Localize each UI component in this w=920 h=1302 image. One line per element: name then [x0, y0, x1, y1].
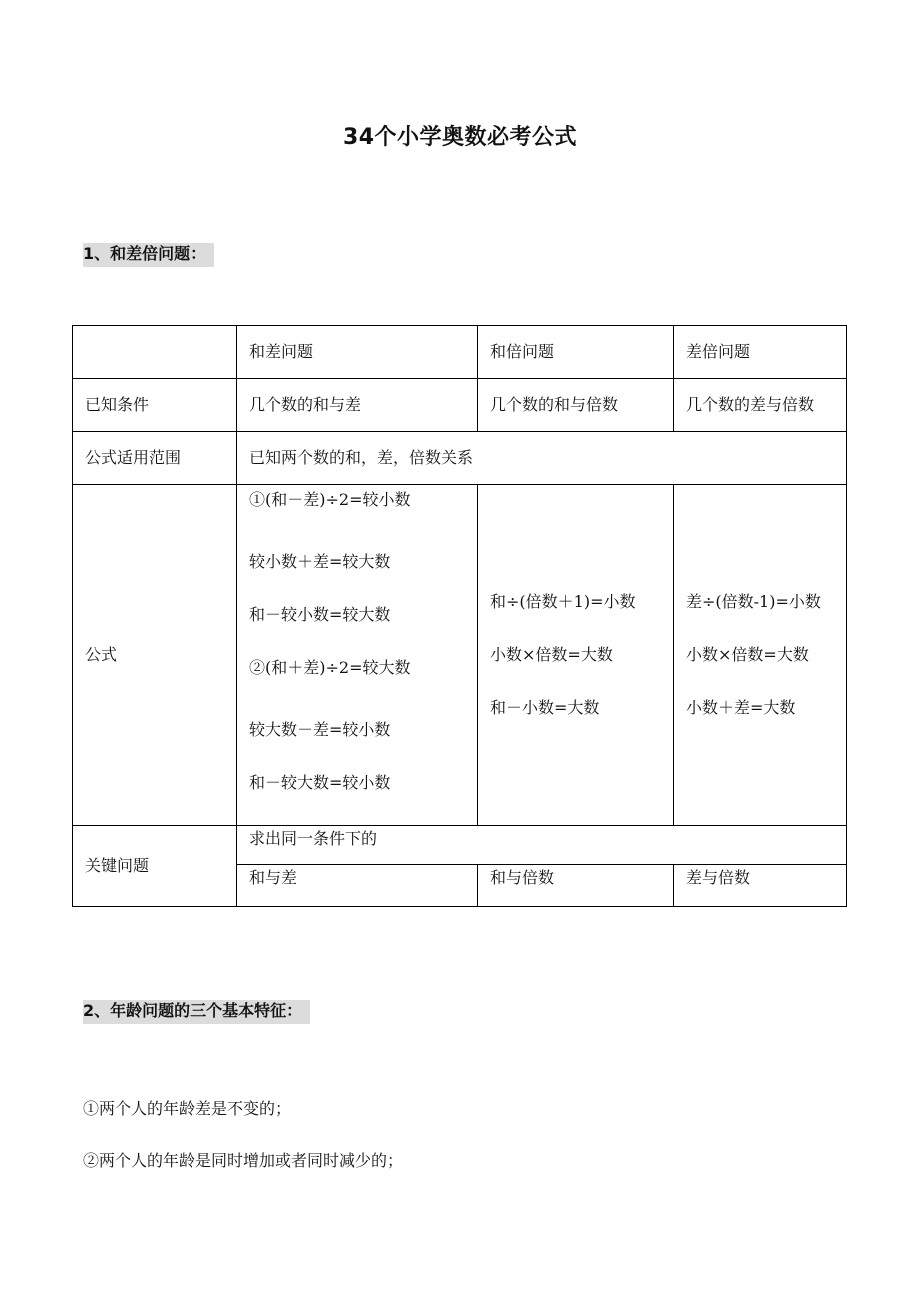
formula-line: 和－小数=大数 — [490, 697, 600, 717]
scope-label: 公式适用范围 — [73, 432, 237, 485]
scope-value: 已知两个数的和，差，倍数关系 — [237, 432, 847, 485]
header-cell-diff-multiple: 差倍问题 — [674, 326, 847, 379]
key-label: 关键问题 — [73, 826, 237, 907]
key-value-2: 和与倍数 — [478, 865, 674, 906]
table-row-known — [73, 379, 847, 432]
header-cell-sum-diff: 和差问题 — [237, 326, 478, 379]
key-top-text: 求出同一条件下的 — [237, 826, 846, 865]
formula-line: 较小数＋差=较大数 — [249, 552, 391, 571]
formula-line: ②(和＋差)÷2=较大数 — [249, 658, 411, 677]
formula-line: 和÷(倍数＋1)=小数 — [490, 591, 636, 611]
formula-line: 和－较大数=较小数 — [249, 773, 391, 792]
age-feature-item-2: ②两个人的年龄是同时增加或者同时减少的； — [83, 1151, 404, 1170]
known-value-2: 几个数的和与倍数 — [478, 379, 674, 432]
formula-label: 公式 — [73, 485, 237, 826]
header-cell-empty — [73, 326, 237, 379]
formula-line: 小数＋差=大数 — [686, 697, 796, 717]
key-cell — [237, 826, 847, 907]
formula-line: 较大数－差=较小数 — [249, 720, 391, 739]
known-value-3: 几个数的差与倍数 — [674, 379, 847, 432]
formula-line: ①(和－差)÷2=较小数 — [249, 490, 411, 509]
formula-line: 差÷(倍数-1)=小数 — [686, 591, 821, 611]
table-row-scope — [73, 432, 847, 485]
formula-line: 小数×倍数=大数 — [686, 644, 809, 664]
section-heading-1: 1、和差倍问题： — [83, 243, 214, 267]
key-value-3: 差与倍数 — [686, 868, 751, 887]
section-heading-2: 2、年龄问题的三个基本特征： — [83, 1000, 310, 1024]
age-feature-item-1: ①两个人的年龄差是不变的； — [83, 1099, 292, 1118]
formula-table — [72, 325, 847, 907]
known-value-1: 几个数的和与差 — [237, 379, 478, 432]
known-label: 已知条件 — [73, 379, 237, 432]
table-row-formula — [73, 485, 847, 826]
document-title: 34个小学奥数必考公式 — [342, 125, 578, 150]
header-cell-sum-multiple: 和倍问题 — [478, 326, 674, 379]
table-row-key — [73, 826, 847, 907]
formula-col-sum-diff — [237, 485, 478, 826]
key-value-1: 和与差 — [237, 865, 478, 906]
formula-line: 和－较小数=较大数 — [249, 605, 391, 624]
formula-col-sum-multiple — [478, 485, 674, 826]
table-row-header — [73, 326, 847, 379]
formula-col-diff-multiple — [674, 485, 847, 826]
formula-line: 小数×倍数=大数 — [490, 644, 613, 664]
